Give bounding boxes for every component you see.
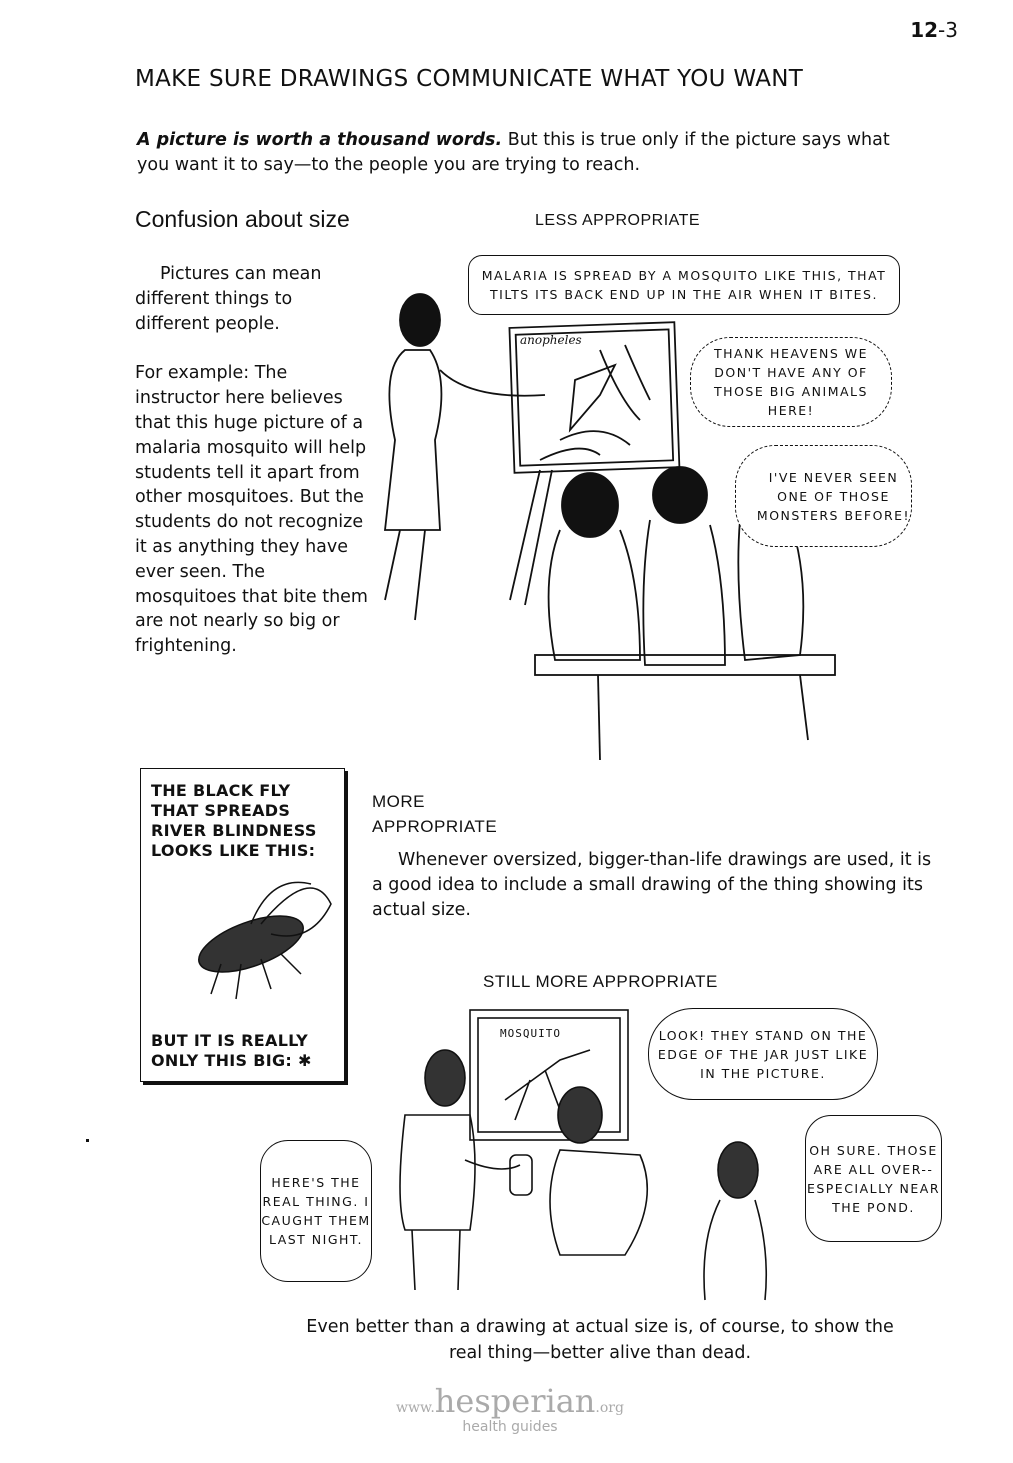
- thought-1-text: THANK HEAVENS WE DON'T HAVE ANY OF THOSE BIG ANIMALS HERE!: [713, 346, 869, 418]
- speech-bubble-right: [805, 1115, 942, 1242]
- footer-tagline: health guides: [462, 1419, 558, 1435]
- page-suffix: -3: [938, 18, 958, 42]
- speech-middle-text: LOOK! THEY STAND ON THE EDGE OF THE JAR JUST LIKE IN THE PICTURE.: [657, 1027, 869, 1081]
- footer-brand: hesperian: [434, 1382, 596, 1420]
- fly-box-top-text: THE BLACK FLY THAT SPREADS RIVER BLINDNESS LOOKS LIKE THIS:: [151, 781, 317, 860]
- speech-left-text: HERE'S THE REAL THING. I CAUGHT THEM LAST NIGHT.: [261, 1175, 371, 1247]
- teacher-speech-text: MALARIA IS SPREAD BY A MOSQUITO LIKE THIS, THAT TILTS ITS BACK END UP IN THE AIR WHEN IT BITES.: [481, 268, 887, 302]
- chart-label-mosquito: MOSQUITO: [500, 1027, 561, 1040]
- less-appropriate-label: LESS APPROPRIATE: [535, 212, 701, 229]
- para-1: Pictures can mean different things to different people.: [135, 264, 322, 334]
- chapter-number: 12: [910, 18, 939, 42]
- small-fly-icon: ✱: [297, 1051, 312, 1070]
- speech-right-text: OH SURE. THOSE ARE ALL OVER-- ESPECIALLY NEAR THE POND.: [806, 1142, 941, 1215]
- more-label-2: APPROPRIATE: [372, 817, 498, 836]
- hesperian-logo[interactable]: [390, 1382, 630, 1435]
- stray-dot: [86, 1139, 89, 1142]
- para-2: For example: The instructor here believes that this huge picture of a malaria mosquito will help students tell it apart from other mosquitoes. But the students do not recognize it as anything they have ever seen. The mosquitoes that bite them are not nearly so big or frightening.: [135, 363, 368, 657]
- section-heading: Confusion about size: [135, 206, 350, 232]
- footer-prefix: www.: [396, 1400, 435, 1416]
- bottom-paragraph: Even better than a drawing at actual size is, of course, to show the real thing—better alive than dead.: [306, 1317, 894, 1363]
- footer-suffix: .org: [595, 1400, 624, 1416]
- more-label-1: MORE: [372, 792, 425, 811]
- thought-2-text: I'VE NEVER SEEN ONE OF THOSE MONSTERS BEFORE!: [756, 469, 911, 523]
- more-paragraph: Whenever oversized, bigger-than-life drawings are used, it is a good idea to include a small drawing of the thing showing its actual size.: [372, 850, 932, 920]
- intro-emphasis: A picture is worth a thousand words.: [137, 130, 503, 150]
- speech-bubble-left: [260, 1140, 372, 1282]
- fly-bottom-label: BUT IT IS REALLY ONLY THIS BIG:: [151, 1031, 309, 1070]
- speech-bubble-middle: [648, 1008, 878, 1100]
- page-title: MAKE SURE DRAWINGS COMMUNICATE WHAT YOU WANT: [135, 66, 804, 92]
- chart-label-anopheles: anopheles: [520, 333, 582, 347]
- intro-text: But this is true only if the picture says what you want it to say—to the people you are trying to reach.: [137, 130, 890, 175]
- still-more-appropriate-label: STILL MORE APPROPRIATE: [483, 972, 718, 991]
